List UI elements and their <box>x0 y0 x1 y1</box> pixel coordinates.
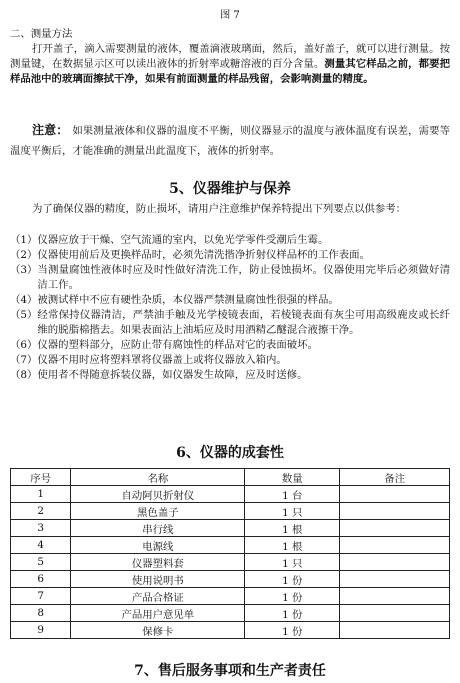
table-header-row <box>11 469 450 486</box>
table-row: 6 使用说明书 1 份 <box>11 571 450 588</box>
table-row: 3 串行线 1 根 <box>11 520 450 537</box>
list-item: （3） 当测量腐蚀性液体时应及时性做好清洗工作，防止侵蚀损坏。仪器使用完毕后必须做好清洁工作。 <box>10 264 450 291</box>
section7-title: 7、售后服务事项和生产者责任 <box>134 663 326 679</box>
table-row: 5 仪器塑料套 1 只 <box>11 554 450 571</box>
table-row: 2 黑色盖子 1 只 <box>11 503 450 520</box>
header-name: 名称 <box>71 469 245 486</box>
list-item: （2） 仪器使用前后及更换样品时，必须先清洗揩净折射仪样品杯的工作表面。 <box>10 249 370 261</box>
list-item: （7） 仪器不用时应将塑料罩将仪器盖上或将仪器放入箱内。 <box>10 354 287 366</box>
note-text <box>10 120 450 161</box>
note-body: 如果测量液体和仪器的温度不平衡，则仪器显示的温度与液体温度有误差，需要等温度平衡后，才能准确的测量出此温度下，液体的折射率。 <box>10 125 450 157</box>
measure-bold-warning: 测量其它样品之前，都要把样品池中的玻璃面擦拭干净，如果有前面测量的样品残留，会影响测量的精度。 <box>10 58 451 85</box>
table-row: 8 产品用户意见单 1 份 <box>11 605 450 622</box>
table-row: 4 电源线 1 根 <box>11 537 450 554</box>
section6-title: 6、仪器的成套性 <box>176 445 284 461</box>
header-note: 备注 <box>340 469 450 486</box>
measure-body: 打开盖子，滴入需要测量的液体，覆盖滴液玻璃面，然后，盖好盖子，就可以进行测量。按测量键，在数据显示区可以读出液体的折射率或糖溶液的百分含量。 <box>10 43 450 70</box>
list-item: （1） 仪器应放于干燥、空气流通的室内，以免光学零件受潮后生霉。 <box>10 234 329 246</box>
figure-caption: 图 7 <box>220 10 240 21</box>
measure-paragraph <box>10 42 450 87</box>
table-row: 1 自动阿贝折射仪 1 台 <box>11 486 450 503</box>
header-qty: 数量 <box>245 469 340 486</box>
list-item: （5） 经常保持仪器清洁，严禁油手触及光学棱镜表面，若棱镜表面有灰尘可用高级鹿皮或长纤维的脱脂棉揩去。如果表面沾上油垢应及时用酒精乙醚混合液擦干净。 <box>10 309 450 336</box>
note-label: 注意： <box>32 123 69 137</box>
maintenance-list <box>10 233 450 383</box>
measure-text <box>10 42 450 87</box>
list-item: （6） 仪器的塑料部分，应防止带有腐蚀性的样品对它的表面破坏。 <box>10 339 318 351</box>
section5-title: 5、仪器维护与保养 <box>169 181 291 197</box>
measure-heading: 二、测量方法 <box>10 28 73 40</box>
table-row: 9 保修卡 1 份 <box>11 622 450 639</box>
list-item: （4） 被测试样中不应有硬性杂质，本仪器严禁测量腐蚀性很强的样品。 <box>10 294 339 306</box>
header-seq: 序号 <box>11 469 71 486</box>
note-paragraph <box>10 120 450 161</box>
section5-intro: 为了确保仪器的精度，防止损坏，请用户注意维护保养特提出下列要点以供参考： <box>32 203 407 215</box>
list-item: （8） 使用者不得随意拆装仪器，如仪器发生故障，应及时送修。 <box>10 369 308 381</box>
table-row: 7 产品合格证 1 份 <box>11 588 450 605</box>
accessories-table <box>10 468 450 639</box>
